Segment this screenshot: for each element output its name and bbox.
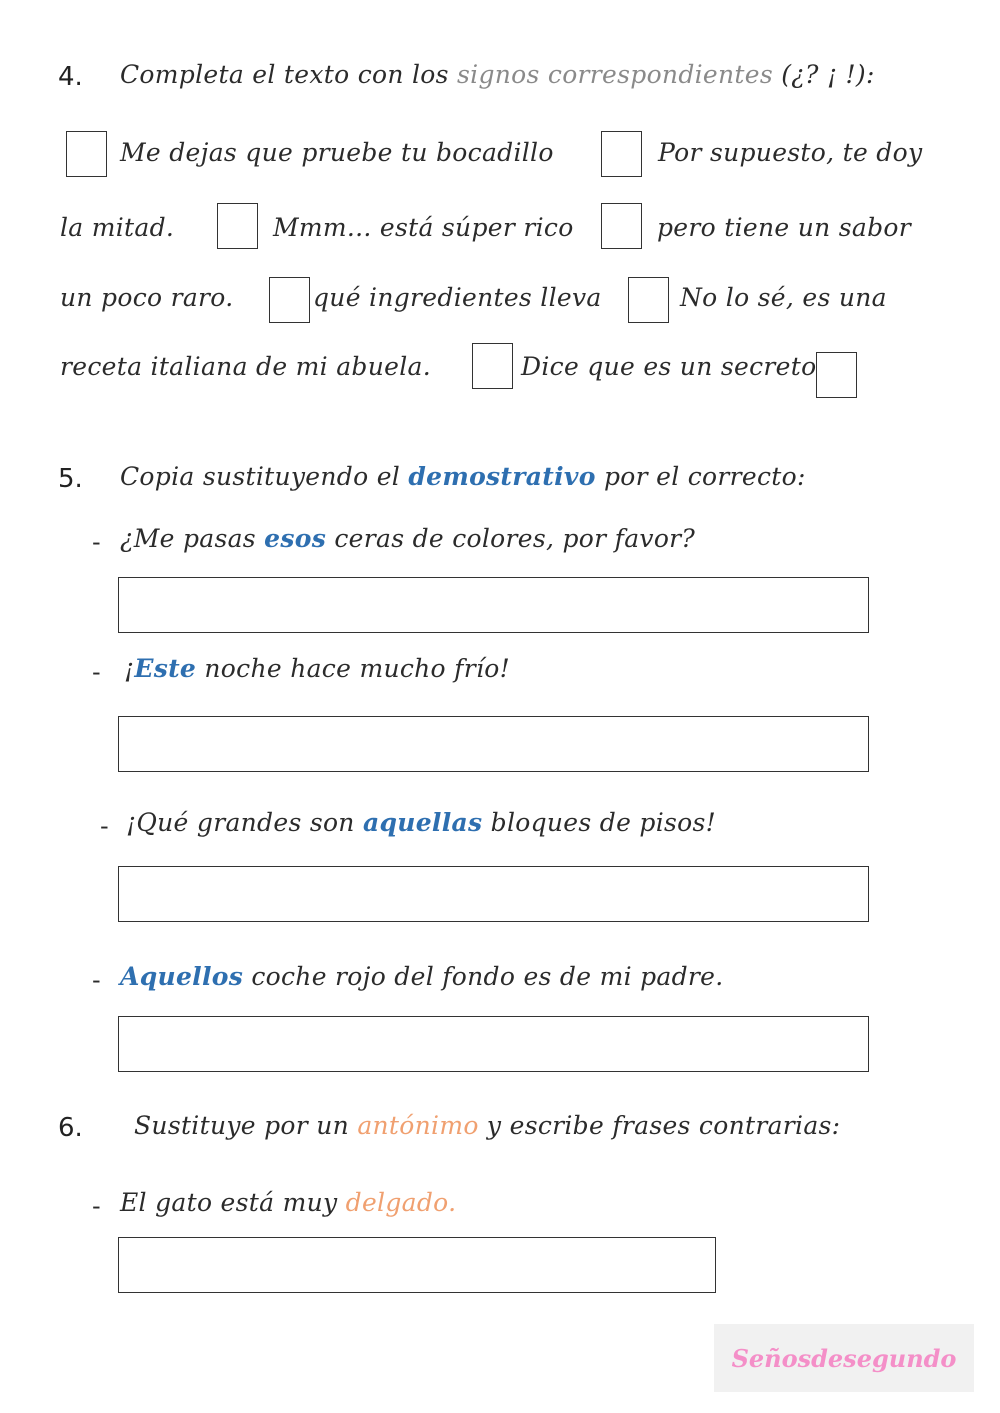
- q6-instruction-highlight: antónimo: [357, 1111, 479, 1140]
- q5-instruction-post: por el correcto:: [595, 462, 806, 491]
- q4-line1-a: Me dejas que pruebe tu bocadillo: [120, 138, 554, 167]
- q5-item2-dash: -: [92, 658, 101, 686]
- q5-item2-post: noche hace mucho frío!: [196, 654, 510, 683]
- q4-line3-b: qué ingredientes lleva: [313, 283, 602, 312]
- q5-item2-demonstrative: Este: [134, 654, 197, 683]
- q5-item1-demonstrative: esos: [264, 524, 327, 553]
- watermark-text: Señosdesegundo: [731, 1343, 957, 1373]
- q4-line4-a: receta italiana de mi abuela.: [60, 352, 431, 381]
- punctuation-box-3[interactable]: [217, 203, 258, 249]
- q5-instruction: [120, 462, 806, 491]
- punctuation-box-1[interactable]: [66, 131, 107, 177]
- punctuation-box-7[interactable]: [472, 343, 513, 389]
- q5-item1-dash: -: [92, 528, 101, 556]
- q6-item-adjective: delgado.: [345, 1188, 457, 1217]
- q4-line2-a: la mitad.: [60, 213, 175, 242]
- q5-item1-post: ceras de colores, por favor?: [326, 524, 696, 553]
- q6-instruction: [134, 1111, 840, 1140]
- q5-instruction-highlight: demostrativo: [408, 462, 596, 491]
- q5-item3-sentence: [126, 808, 716, 837]
- q4-number: 4.: [58, 62, 83, 92]
- q4-instruction: [120, 60, 875, 89]
- q5-item4-sentence: [120, 962, 724, 991]
- punctuation-box-2[interactable]: [601, 131, 642, 177]
- watermark: [714, 1324, 974, 1392]
- q5-item3-pre: ¡Qué grandes son: [126, 808, 363, 837]
- q5-answer-box-4[interactable]: [118, 1016, 869, 1072]
- q6-item-sentence: [120, 1188, 456, 1217]
- q5-item1-sentence: [120, 524, 695, 553]
- q4-line2-b: Mmm... está súper rico: [273, 213, 574, 242]
- q6-number: 6.: [58, 1113, 83, 1143]
- q6-instruction-post: y escribe frases contrarias:: [478, 1111, 841, 1140]
- q4-instruction-pre: Completa el texto con los: [120, 60, 458, 89]
- q5-item4-demonstrative: Aquellos: [120, 962, 244, 991]
- q6-item-pre: El gato está muy: [120, 1188, 346, 1217]
- q5-item3-dash: -: [100, 812, 109, 840]
- q4-line3-c: No lo sé, es una: [680, 283, 887, 312]
- q5-answer-box-2[interactable]: [118, 716, 869, 772]
- q6-answer-box[interactable]: [118, 1237, 716, 1293]
- q4-line3-a: un poco raro.: [60, 283, 234, 312]
- q5-item4-dash: -: [92, 966, 101, 994]
- q6-item-dash: -: [92, 1192, 101, 1220]
- q4-instruction-highlight: signos correspondientes: [457, 60, 773, 89]
- q4-instruction-post: (¿? ¡ !):: [773, 60, 875, 89]
- q5-item2-sentence: [124, 654, 510, 683]
- punctuation-box-4[interactable]: [601, 203, 642, 249]
- punctuation-box-5[interactable]: [269, 277, 310, 323]
- punctuation-box-8[interactable]: [816, 352, 857, 398]
- q5-answer-box-3[interactable]: [118, 866, 869, 922]
- q5-instruction-pre: Copia sustituyendo el: [120, 462, 409, 491]
- q5-item3-post: bloques de pisos!: [482, 808, 716, 837]
- q5-answer-box-1[interactable]: [118, 577, 869, 633]
- q4-line1-b: Por supuesto, te doy: [658, 138, 923, 167]
- q5-item1-pre: ¿Me pasas: [120, 524, 265, 553]
- q5-number: 5.: [58, 464, 83, 494]
- q5-item3-demonstrative: aquellas: [362, 808, 483, 837]
- q4-line4-b: Dice que es un secreto: [521, 352, 817, 381]
- punctuation-box-6[interactable]: [628, 277, 669, 323]
- q5-item2-pre: ¡: [124, 654, 135, 683]
- q4-line2-c: pero tiene un sabor: [657, 213, 912, 242]
- q5-item4-post: coche rojo del fondo es de mi padre.: [243, 962, 724, 991]
- q6-instruction-pre: Sustituye por un: [134, 1111, 358, 1140]
